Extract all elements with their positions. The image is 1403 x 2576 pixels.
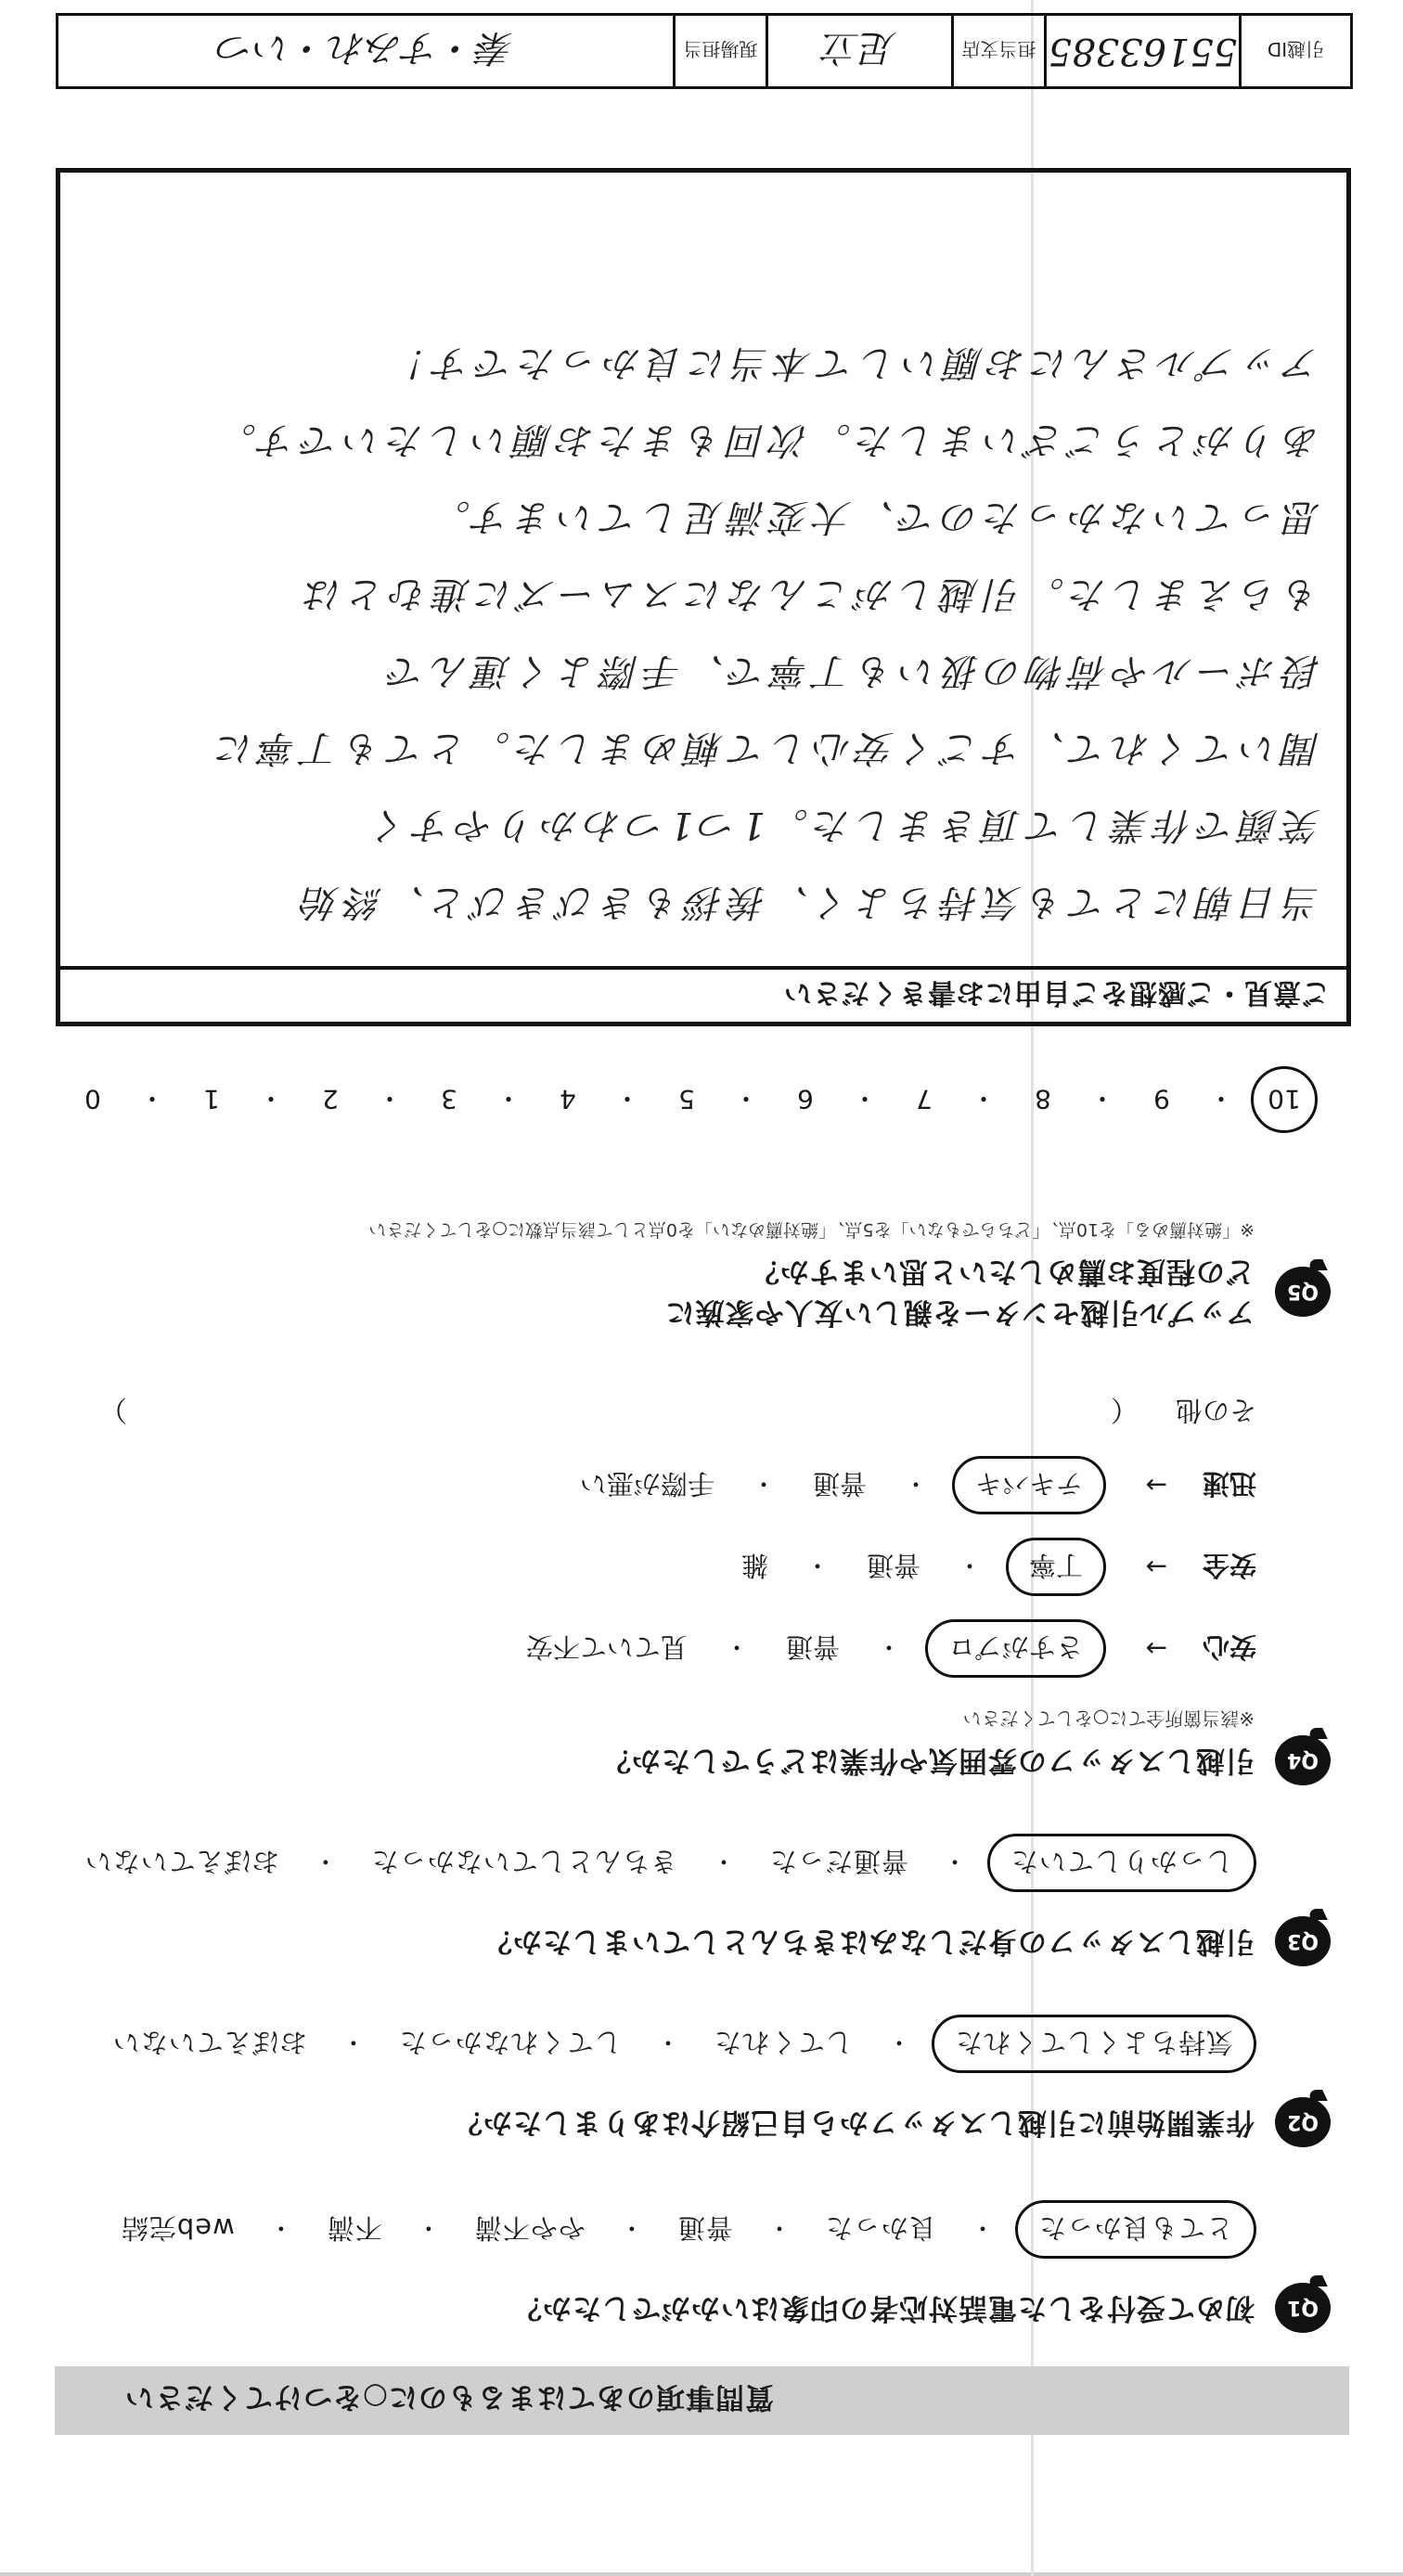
q4-row-jinsoku: 迅速 → テキパキ ・ 普通 ・ 手際が悪い <box>50 1445 1256 1526</box>
q3-text: 引越しスタッフの身だしなみはきちんとしていましたか？ <box>483 1925 1255 1958</box>
scale-option[interactable]: 4 <box>560 1084 576 1115</box>
q4-option[interactable]: 普通 <box>812 1468 867 1501</box>
q4-option-selected[interactable]: さすがプロ <box>925 1620 1106 1679</box>
q3-options: しっかりしていた ・ 普通だった ・ きちんとしていなかった ・ おぼえていない <box>50 1834 1256 1892</box>
comment-line: ありがとうございました。次回もまたお願いしたいです。 <box>213 419 1320 461</box>
q4-other-row: その他 （ ） <box>50 1380 1256 1445</box>
q2-text: 作業開始前に引越しスタッフから自己紹介はありましたか？ <box>453 2106 1255 2139</box>
footer-branch-value: 足立 <box>822 26 897 70</box>
instruction-text: 質問事項のあてはまるものに○をつけてください <box>123 2380 774 2415</box>
comment-line: もらえました。引越しがこんなにスムーズに進むとは <box>300 573 1320 615</box>
scale-option[interactable]: 1 <box>203 1084 220 1115</box>
scale-option[interactable]: 8 <box>1035 1084 1051 1115</box>
q4-option[interactable]: 手際が悪い <box>579 1468 714 1501</box>
q1-option[interactable]: web完結 <box>120 2212 235 2244</box>
scale-option[interactable]: 7 <box>916 1084 933 1115</box>
q4-grid <box>50 1380 1256 1690</box>
comment-handwriting <box>77 324 1320 940</box>
q3-badge-icon: Q3 <box>1275 1916 1331 1966</box>
q4-option-selected[interactable]: テキパキ <box>952 1457 1106 1515</box>
q1-option[interactable]: 普通 <box>676 2212 733 2244</box>
q3-option[interactable]: きちんとしていなかった <box>370 1846 677 1877</box>
comment-line: 思っていなかったので、大変満足しています。 <box>428 496 1320 538</box>
q5-text-line2: どの程度お薦めしたいと思いますか？ <box>750 1255 1255 1288</box>
footer-id-label: 引越ID <box>1267 38 1325 61</box>
comment-box[interactable] <box>56 168 1351 1026</box>
scale-option[interactable]: 2 <box>322 1084 339 1115</box>
q2-option[interactable]: おぼえていない <box>111 2027 307 2058</box>
footer-branch-label: 担当支店 <box>961 38 1036 61</box>
q4-row-label: 迅速 <box>1202 1468 1256 1501</box>
footer-id-label-cell <box>1239 16 1350 86</box>
footer-branch-value-cell <box>766 16 951 86</box>
q1-option[interactable]: 良かった <box>824 2212 936 2244</box>
q4-row-anshin: 安心 → さすがプロ ・ 普通 ・ 見ていて不安 <box>50 1608 1256 1690</box>
footer-staff-value: 秦・すみれ・いつ <box>217 26 514 70</box>
q4-row-label: 安全 <box>1202 1550 1256 1582</box>
comment-line: アップルさんにお願いして本当に良かったです！ <box>385 341 1320 384</box>
q3-option[interactable]: おぼえていない <box>84 1846 279 1877</box>
footer-staff-label: 現場担当 <box>683 38 758 61</box>
q5-scale: 10 ・ 9 ・ 8 ・ 7 ・ 6 ・ 5 ・ 4 ・ 3 ・ 2 ・ 1 ・ 0 <box>63 1066 1318 1133</box>
q3-option[interactable]: 普通だった <box>768 1846 908 1877</box>
question-2 <box>50 2015 1331 2147</box>
footer-table <box>56 13 1353 89</box>
scale-option[interactable]: 5 <box>678 1084 695 1115</box>
q1-option-selected[interactable]: とても良かった <box>1015 2200 1256 2259</box>
q4-note: ※該当箇所全てに○をしてください <box>962 1707 1255 1730</box>
arrow-icon: → <box>1145 1633 1167 1665</box>
q5-text-line1: アップル引越センターを親しい友人や家族に <box>664 1295 1255 1329</box>
q4-text: 引越しスタッフの雰囲気や作業はどうでしたか？ <box>601 1744 1255 1777</box>
q4-other-label: その他 <box>1175 1395 1256 1427</box>
arrow-icon: → <box>1145 1552 1167 1583</box>
q2-option[interactable]: してくれた <box>713 2027 853 2058</box>
q5-badge-icon: Q5 <box>1275 1267 1331 1317</box>
footer-staff-label-cell <box>673 16 766 86</box>
q1-text: 初めて受付をした電話対応者の印象はいかがでしたか？ <box>512 2291 1255 2325</box>
q4-option[interactable]: 普通 <box>866 1550 920 1582</box>
q2-option[interactable]: してくれなかった <box>398 2027 622 2058</box>
q4-option[interactable]: 見ていて不安 <box>525 1631 688 1664</box>
footer-id-value: 55163385 <box>1048 30 1238 72</box>
q5-note: ※「絶対薦める」を10点、「どちらでもない」を5点、「絶対薦めない」を0点として該当点数に○をしてください <box>368 1219 1255 1240</box>
comment-line: 笑顔で作業して頂きました。1つ1つわかりやすく <box>366 804 1320 846</box>
q2-option-selected[interactable]: 気持ちよくしてくれた <box>932 2015 1256 2073</box>
q1-badge-icon: Q1 <box>1275 2283 1331 2333</box>
q1-option[interactable]: やや不満 <box>473 2212 586 2244</box>
q3-option-selected[interactable]: しっかりしていた <box>987 1834 1256 1892</box>
footer-id-value-cell <box>1044 16 1239 86</box>
footer-staff-value-cell <box>58 16 673 86</box>
question-5 <box>50 1218 1331 1333</box>
comment-heading: ご意見・ご感想をご自由にお書きください <box>60 966 1346 1022</box>
scale-option[interactable]: 0 <box>84 1084 101 1115</box>
instruction-bar <box>55 2366 1349 2435</box>
question-3 <box>50 1834 1331 1966</box>
q4-row-anzen: 安全 → 丁寧 ・ 普通 ・ 雑 <box>50 1526 1256 1608</box>
q4-option[interactable]: 普通 <box>785 1631 840 1664</box>
q4-option[interactable]: 雑 <box>740 1550 768 1582</box>
q2-options: 気持ちよくしてくれた ・ してくれた ・ してくれなかった ・ おぼえていない <box>50 2015 1256 2073</box>
arrow-icon: → <box>1145 1470 1167 1501</box>
question-4 <box>50 1380 1331 1785</box>
scale-option[interactable]: 6 <box>797 1084 814 1115</box>
scan-edge <box>0 2572 1403 2576</box>
q1-options: とても良かった ・ 良かった ・ 普通 ・ やや不満 ・ 不満 ・ web完結 <box>50 2200 1256 2259</box>
scale-option-selected[interactable]: 10 <box>1251 1066 1318 1133</box>
scale-option[interactable]: 9 <box>1153 1084 1170 1115</box>
q4-badge-icon: Q4 <box>1275 1735 1331 1785</box>
comment-line: 当日朝にとても気持ちよく、挨拶もきびきびと、終始 <box>296 881 1320 923</box>
question-1 <box>50 2200 1331 2333</box>
footer-branch-label-cell <box>951 16 1044 86</box>
q4-row-label: 安心 <box>1202 1631 1256 1664</box>
q1-option[interactable]: 不満 <box>326 2212 382 2244</box>
scale-option[interactable]: 3 <box>441 1084 457 1115</box>
q2-badge-icon: Q2 <box>1275 2097 1331 2147</box>
q4-option-selected[interactable]: 丁寧 <box>1006 1539 1106 1597</box>
comment-line: 聞いてくれて、すごく安心して頼めました。とても丁寧に <box>211 727 1320 769</box>
comment-line: 段ボールや荷物の扱いも丁寧で、手際よく運んで <box>382 650 1320 692</box>
